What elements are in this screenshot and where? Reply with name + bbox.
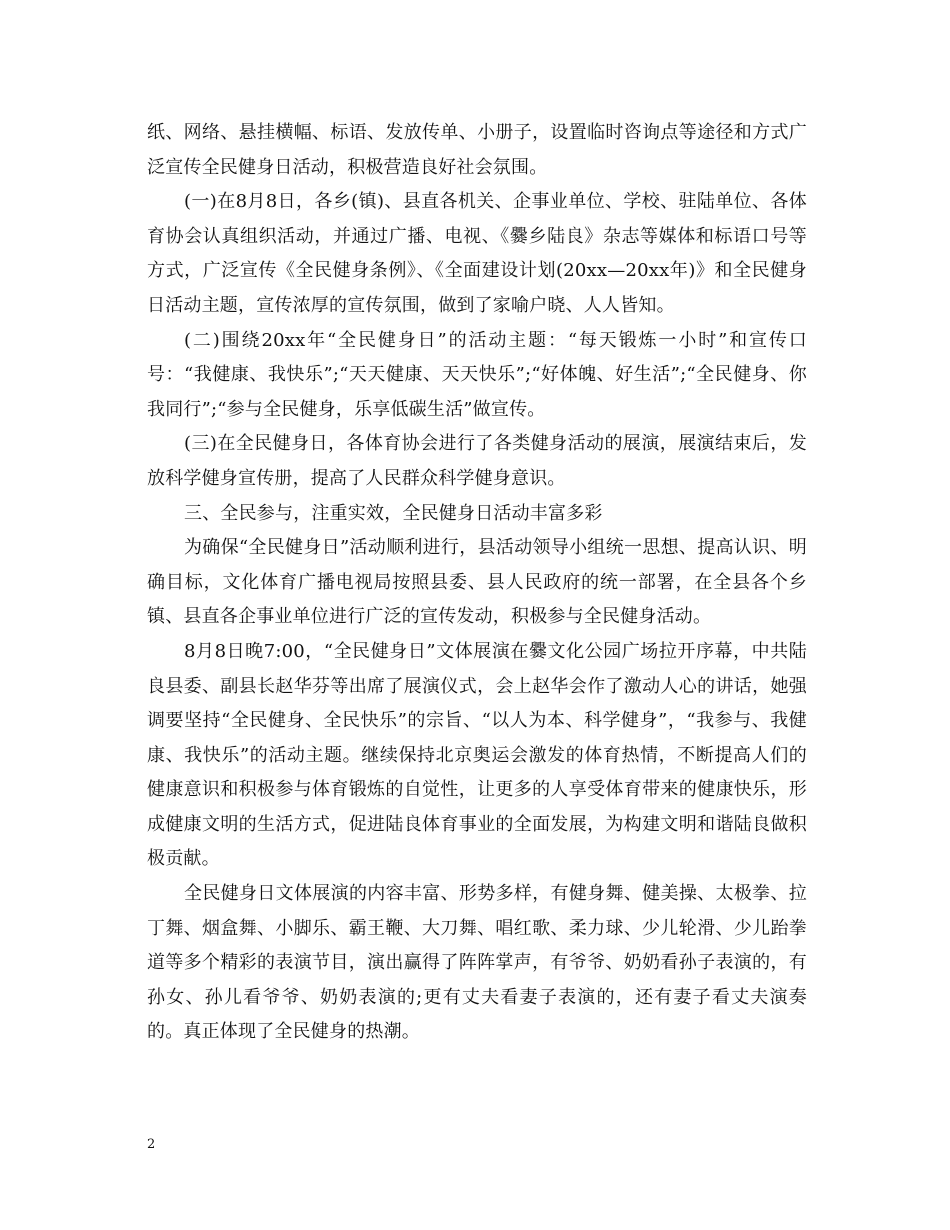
paragraph-7: 全民健身日文体展演的内容丰富、形势多样，有健身舞、健美操、太极拳、拉丁舞、烟盒舞、小脚乐、霸王鞭、大刀舞、唱红歌、柔力球、少儿轮滑、少儿跆拳道等多个精彩的表演节目，演出赢得了阵阵掌声，有爷爷、奶奶看孙子表演的，有孙女、孙儿看爷爷、奶奶表演的;更有丈夫看妻子表演的，还有妻子看丈夫演奏的。真正体现了全民健身的热潮。 <box>147 883 807 1043</box>
paragraph-4: (三)在全民健身日，各体育协会进行了各类健身活动的展演，展演结束后，发放科学健身宣传册，提高了人民群众科学健身意识。 <box>147 433 807 489</box>
paragraph-1: 纸、网络、悬挂横幅、标语、发放传单、小册子，设置临时咨询点等途径和方式广泛宣传全民健身日活动，积极营造良好社会氛围。 <box>147 122 807 178</box>
paragraph-3: (二)围绕20xx年“全民健身日”的活动主题：“每天锻炼一小时”和宣传口号：“我健康、我快乐”;“天天健康、天天快乐”;“好体魄、好生活”;“全民健身、你我同行”;“参与全民健身，乐享低碳生活”做宣传。 <box>147 329 807 420</box>
paragraph-5: 为确保“全民健身日”活动顺利进行，县活动领导小组统一思想、提高认识、明确目标，文化体育广播电视局按照县委、县人民政府的统一部署，在全县各个乡镇、县直各企事业单位进行广泛的宣传发动，积极参与全民健身活动。 <box>147 537 807 628</box>
section-heading: 三、全民参与，注重实效，全民健身日活动丰富多彩 <box>184 502 603 524</box>
paragraph-2: (一)在8月8日，各乡(镇)、县直各机关、企事业单位、学校、驻陆单位、各体育协会认真组织活动，并通过广播、电视、《爨乡陆良》杂志等媒体和标语口号等方式，广泛宣传《全民健身条例》、《全面建设计划(20xx—20xx年)》和全民健身日活动主题，宣传浓厚的宣传氛围，做到了家喻户晓、人人皆知。 <box>147 191 807 316</box>
document-body <box>147 116 807 1050</box>
paragraph-6: 8月8日晚7:00，“全民健身日”文体展演在爨文化公园广场拉开序幕，中共陆良县委、副县长赵华芬等出席了展演仪式，会上赵华会作了激动人心的讲话，她强调要坚持“全民健身、全民快乐”的宗旨、“以人为本、科学健身”，“我参与、我健康、我快乐”的活动主题。继续保持北京奥运会激发的体育热情，不断提高人们的健康意识和积极参与体育锻炼的自觉性，让更多的人享受体育带来的健康快乐，形成健康文明的生活方式，促进陆良体育事业的全面发展，为构建文明和谐陆良做积极贡献。 <box>147 640 807 870</box>
page-number: 2 <box>147 1137 156 1152</box>
